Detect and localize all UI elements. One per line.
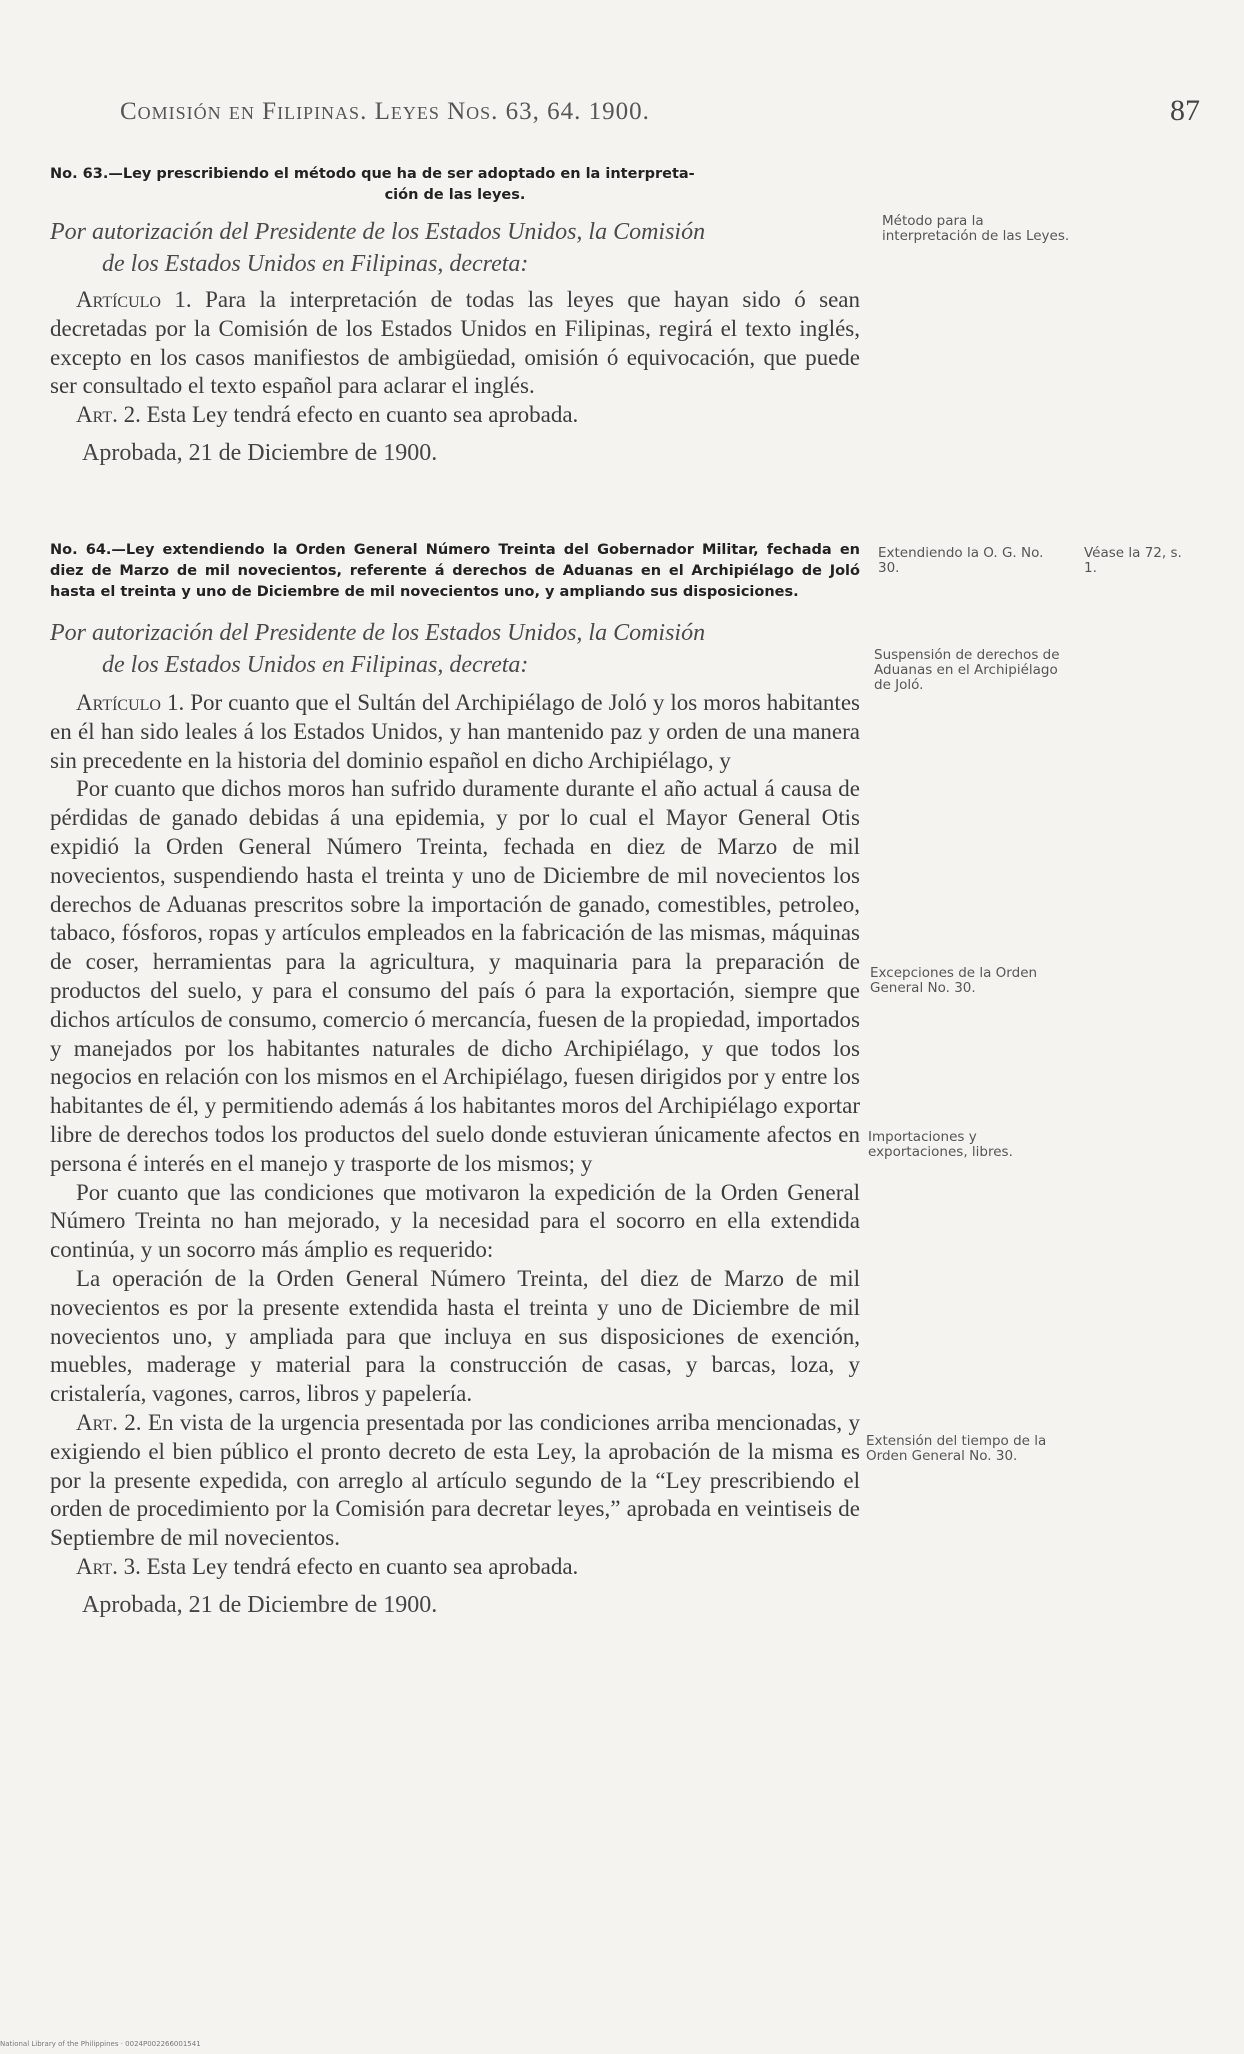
law-63-art2-label: Art. 2. <box>76 402 141 428</box>
law-64-art1-label: Artículo 1. <box>76 690 185 715</box>
law-64-approved: Aprobada, 21 de Diciembre de 1900. <box>82 1591 438 1618</box>
law-64 <box>50 540 860 1620</box>
law-64-margin-extending: Extendiendo la O. G. No. 30. <box>878 545 1044 576</box>
page-number: 87 <box>1170 94 1200 127</box>
law-64-article-1-para-1 <box>50 689 860 775</box>
law-64-article-2 <box>50 1409 860 1553</box>
law-64-art2-label: Art. 2. <box>76 1409 142 1435</box>
law-64-art1-p1: Por cuanto que el Sultán del Archipiélago de Joló y los moros habitantes en él han sido leales á los Estados Unidos, y han mantenido paz y orden de una manera sin precedente en la historia del dominio español en dicho Archipiélago, y <box>50 690 860 773</box>
law-63-art1-label: Artículo 1. <box>76 287 192 312</box>
law-64-margin-exceptions: Excepciones de la Orden General No. 30. <box>870 965 1038 996</box>
law-64-enact-line2: de los Estados Unidos en Filipinas, decreta: <box>102 652 529 678</box>
law-64-margin-extension: Extensión del tiempo de la Orden General No. 30. <box>866 1433 1047 1464</box>
law-63-margin-note: Método para la interpretación de las Leyes. <box>882 213 1070 244</box>
running-head-title: Comisión en Filipinas. Leyes Nos. 63, 64. 1900. <box>120 98 650 125</box>
law-63-enacting-clause <box>50 216 860 280</box>
law-64-art3-text: Esta Ley tendrá efecto en cuanto sea aprobada. <box>140 1553 579 1579</box>
law-64-margin-see: Véase la 72, s. 1. <box>1084 545 1182 576</box>
law-64-enacting-clause <box>50 617 860 681</box>
law-63-heading-line2: ción de las leyes. <box>384 187 526 203</box>
law-63-enact-line2: de los Estados Unidos en Filipinas, decreta: <box>102 251 529 277</box>
law-64-enact-line1: Por autorización del Presidente de los Estados Unidos, la Comisión <box>50 620 706 646</box>
law-63-art2-text: Esta Ley tendrá efecto en cuanto sea aprobada. <box>140 402 579 428</box>
law-64-heading: No. 64.—Ley extendiendo la Orden General Número Treinta del Gobernador Militar, fechada en diez de Marzo de mil novecientos, referente á derechos de Aduanas en el Archipiélago de Joló hasta el treinta y uno de Diciembre de mil novecientos uno, y ampliando sus disposiciones. <box>50 542 860 600</box>
law-63-article-2 <box>50 401 860 430</box>
law-64-article-1-para-3: Por cuanto que las condiciones que motivaron la expedición de la Orden General Número Treinta no han mejorado, y la necesidad para el socorro en ella extendida continúa, y un socorro más ámplio es requerido: <box>50 1179 860 1263</box>
law-63-article-1 <box>50 286 860 401</box>
law-63-enact-line1: Por autorización del Presidente de los Estados Unidos, la Comisión <box>50 219 706 245</box>
law-63-approved: Aprobada, 21 de Diciembre de 1900. <box>82 439 438 466</box>
law-63 <box>50 164 860 468</box>
law-63-heading-line1: No. 63.—Ley prescribiendo el método que ha de ser adoptado en la interpreta- <box>50 166 695 182</box>
law-64-article-1-para-4: La operación de la Orden General Número Treinta, del diez de Marzo de mil novecientos es por la presente extendida hasta el treinta y uno de Diciembre de mil novecientos uno, y ampliada para que incluya en sus disposiciones de exención, muebles, maderage y material para la construcción de casas, y barcas, loza, y cristalería, vagones, carros, libros y papelería. <box>50 1265 860 1407</box>
law-64-article-3 <box>50 1553 860 1582</box>
law-64-art3-label: Art. 3. <box>76 1553 141 1579</box>
law-64-article-1-para-2: Por cuanto que dichos moros han sufrido duramente durante el año actual á causa de pérdidas de ganado debidas á una epidemia, y por lo cual el Mayor General Otis expidió la Orden General Número Treinta, fechada en diez de Marzo de mil novecientos, suspendiendo hasta el treinta y uno de Diciembre de mil novecientos los derechos de Aduanas prescritos sobre la importación de ganado, comestibles, petroleo, tabaco, fósforos, ropas y artículos empleados en la fabricación de las mismas, máquinas de coser, herramientas para la agricultura, y maquinaria para la preparación de productos del suelo, y para el consumo del país ó para la exportación, siempre que dichos artículos de consumo, comercio ó mercancía, fuesen de la propiedad, importados y manejados por los habitantes naturales de dicho Archipiélago, y que todos los negocios en relación con los mismos en el Archipiélago, fuesen dirigidos por y entre los habitantes de él, y permitiendo además á los habitantes moros del Archipiélago exportar libre de derechos todos los productos del suelo donde estuvieran únicamente afectos en persona é interés en el manejo y trasporte de los mismos; y <box>50 776 860 1176</box>
law-63-art1-text: Para la interpretación de todas las leyes que hayan sido ó sean decretadas por la Comisión de los Estados Unidos en Filipinas, regirá el texto inglés, excepto en los casos manifiestos de ambigüedad, omisión ó equivocación, que puede ser consultado el texto español para aclarar el inglés. <box>50 287 860 399</box>
law-64-margin-suspension: Suspensión de derechos de Aduanas en el Archipiélago de Joló. <box>874 647 1060 693</box>
law-64-margin-imports: Importaciones y exportaciones, libres. <box>868 1129 1013 1160</box>
law-64-art2-text: En vista de la urgencia presentada por las condiciones arriba mencionadas, y exigiendo el bien público el pronto decreto de esta Ley, la aprobación de la misma es por la presente expedida, con arreglo al artículo segundo de la “Ley prescribiendo el orden de procedimiento por la Comisión para decretar leyes,” aprobada en veintiseis de Septiembre de mil novecientos. <box>50 1409 860 1551</box>
running-head <box>120 94 1200 138</box>
scan-footer: National Library of the Philippines · 0024P002266001541 <box>0 2040 201 2048</box>
